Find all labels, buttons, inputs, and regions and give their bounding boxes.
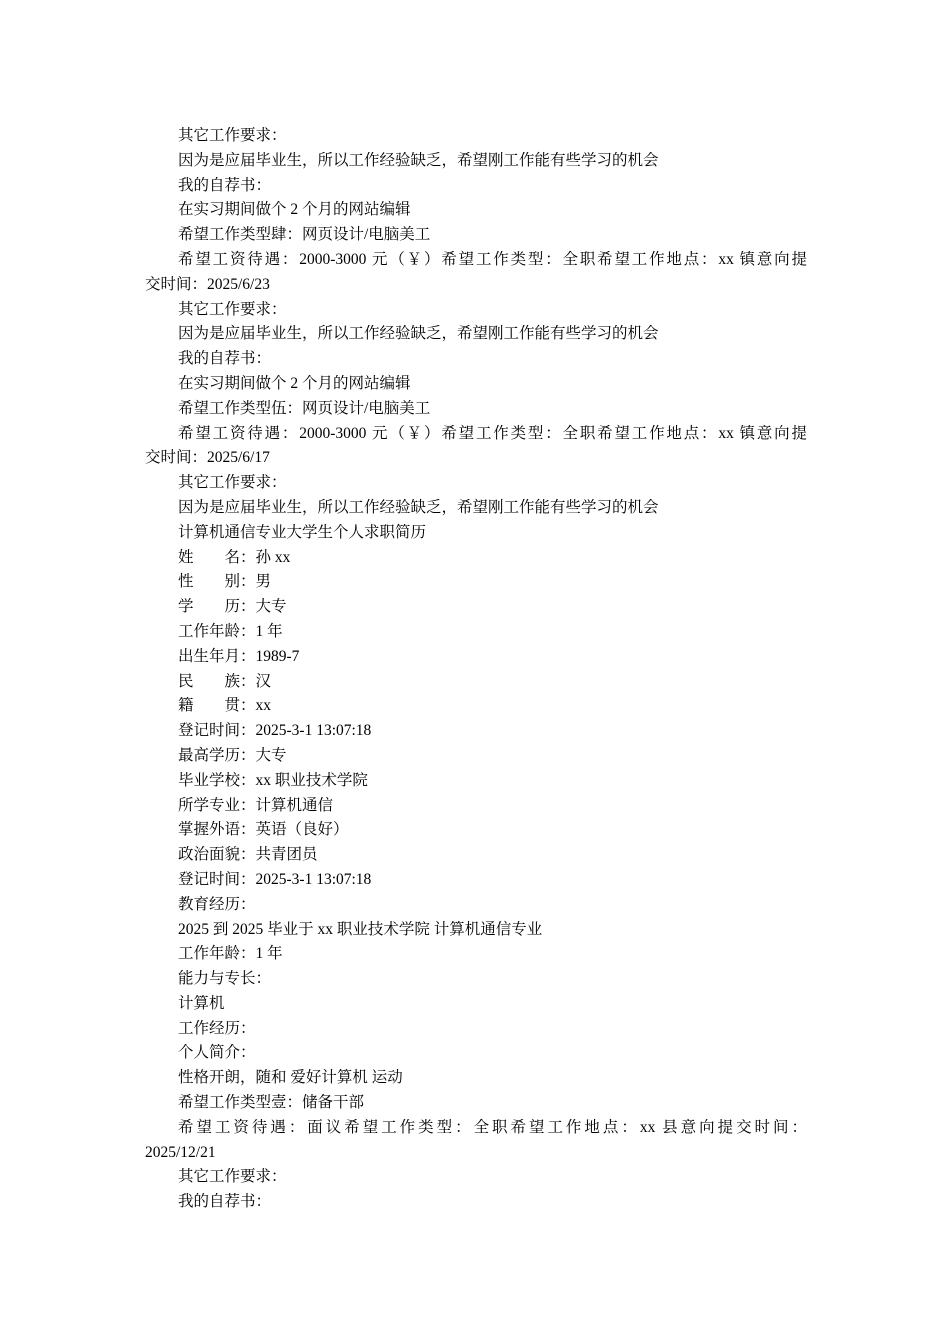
text-line: 希望工作类型壹：储备干部	[178, 1094, 365, 1112]
text-line: 希望工作类型伍：网页设计/电脑美工	[178, 399, 431, 417]
text-line: 毕业学校：xx 职业技术学院	[178, 771, 368, 789]
paragraph-line-continuation: 交时间：2025/6/17	[145, 449, 270, 467]
text-line: 其它工作要求：	[178, 1168, 287, 1186]
text-line: 我的自荐书：	[178, 1193, 272, 1211]
text-line: 出生年月：1989-7	[178, 647, 300, 665]
text-line: 计算机	[178, 994, 225, 1012]
text-line: 在实习期间做个 2 个月的网站编辑	[178, 201, 411, 219]
text-line: 籍 贯：xx	[178, 697, 272, 715]
text-line: 其它工作要求：	[178, 474, 287, 492]
text-line: 最高学历：大专	[178, 746, 287, 764]
text-line: 能力与专长：	[178, 970, 272, 988]
paragraph-line-continuation: 交时间：2025/6/23	[145, 275, 270, 293]
text-line: 学 历：大专	[178, 598, 287, 616]
wrapped-paragraph	[145, 422, 807, 472]
text-line: 工作年龄：1 年	[178, 622, 283, 640]
text-line: 教育经历：	[178, 895, 256, 913]
text-line: 计算机通信专业大学生个人求职简历	[178, 523, 427, 541]
paragraph-line-first: 希望工资待遇：2000-3000 元（￥）希望工作类型：全职希望工作地点：xx 镇意向提	[178, 424, 807, 442]
text-line: 因为是应届毕业生，所以工作经验缺乏，希望刚工作能有些学习的机会	[178, 498, 659, 516]
text-line: 因为是应届毕业生，所以工作经验缺乏，希望刚工作能有些学习的机会	[178, 325, 659, 343]
text-line: 登记时间：2025-3-1 13:07:18	[178, 870, 372, 888]
text-line: 2025 到 2025 毕业于 xx 职业技术学院 计算机通信专业	[178, 920, 543, 938]
text-line: 民 族：汉	[178, 672, 272, 690]
text-line: 工作经历：	[178, 1019, 256, 1037]
wrapped-paragraph	[145, 248, 807, 298]
text-line: 希望工作类型肆：网页设计/电脑美工	[178, 226, 431, 244]
paragraph-line-first: 希望工资待遇：2000-3000 元（￥）希望工作类型：全职希望工作地点：xx 镇意向提	[178, 250, 807, 268]
text-line: 我的自荐书：	[178, 350, 272, 368]
text-line: 在实习期间做个 2 个月的网站编辑	[178, 374, 411, 392]
paragraph-line-first: 希望工资待遇：面议希望工作类型：全职希望工作地点：xx 县意向提交时间：	[178, 1118, 807, 1136]
text-line: 政治面貌：共青团员	[178, 846, 318, 864]
text-line: 个人简介：	[178, 1044, 256, 1062]
paragraph-line-continuation: 2025/12/21	[145, 1143, 216, 1161]
text-line: 因为是应届毕业生，所以工作经验缺乏，希望刚工作能有些学习的机会	[178, 151, 659, 169]
text-line: 其它工作要求：	[178, 127, 287, 144]
text-line: 性 别：男	[178, 573, 272, 591]
text-line: 工作年龄：1 年	[178, 945, 283, 963]
text-line: 姓 名：孙 xx	[178, 548, 291, 566]
text-line: 登记时间：2025-3-1 13:07:18	[178, 722, 372, 740]
text-line: 所学专业：计算机通信	[178, 796, 334, 814]
text-line: 性格开朗，随和 爱好计算机 运动	[178, 1069, 403, 1087]
wrapped-paragraph	[145, 1116, 807, 1166]
document-body	[145, 124, 807, 1215]
text-line: 其它工作要求：	[178, 300, 287, 318]
text-line: 我的自荐书：	[178, 176, 272, 194]
text-line: 掌握外语：英语（良好）	[178, 821, 349, 839]
